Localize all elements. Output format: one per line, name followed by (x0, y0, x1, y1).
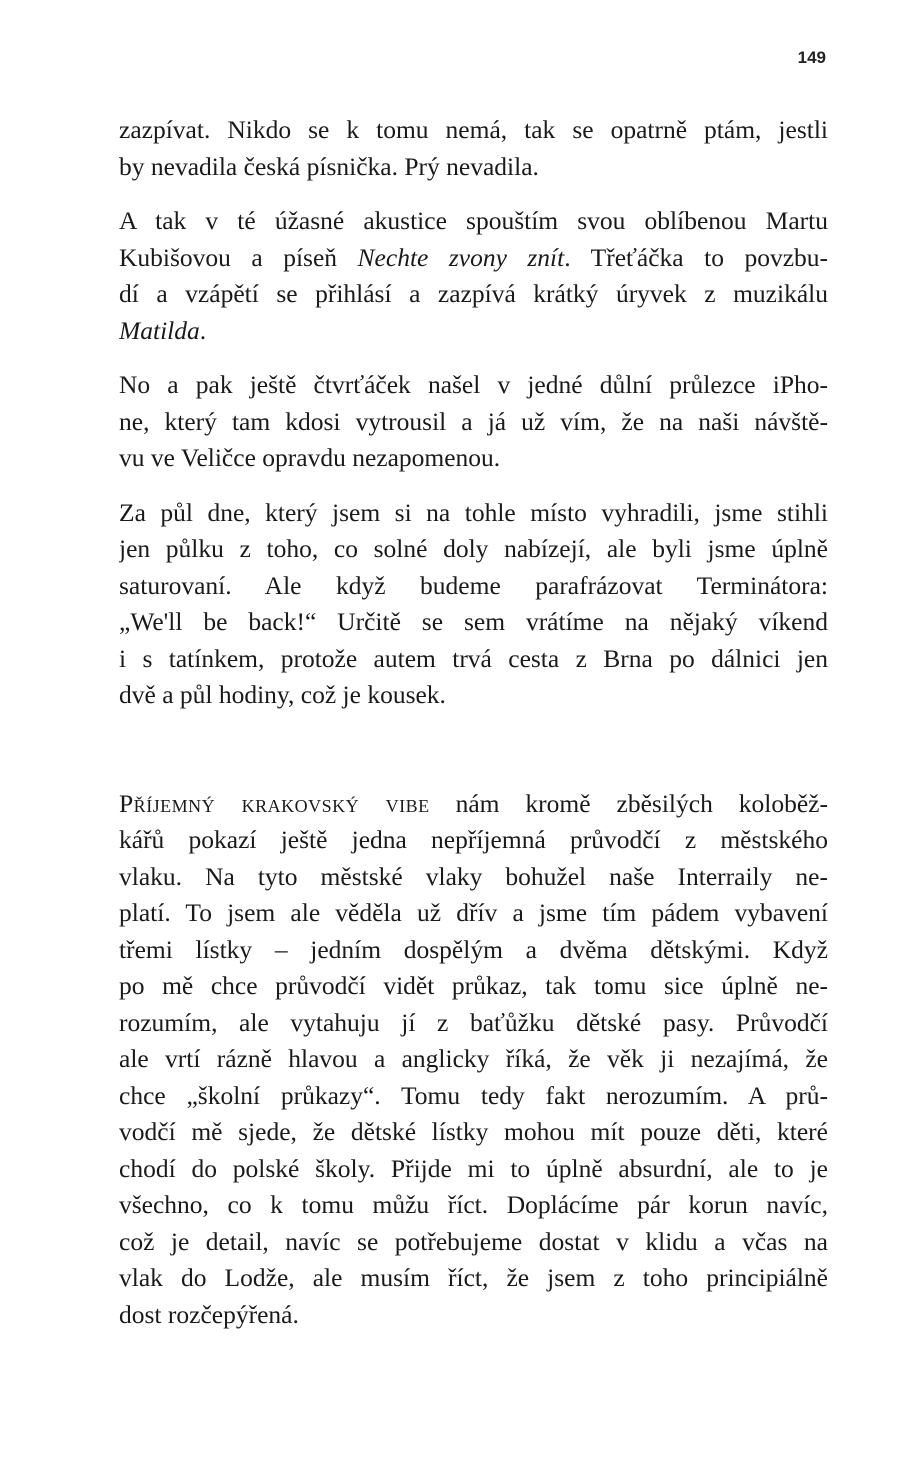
text-line (119, 1224, 828, 1261)
text-segment: rozumím, ale vytahuju jí z baťůžku dětské pasy. Průvodčí (119, 1007, 828, 1037)
text-line (119, 786, 828, 823)
text-line (119, 932, 828, 969)
text-line (119, 1187, 828, 1224)
text-segment: saturovaní. Ale když budeme parafrázovat Terminátora: (119, 570, 828, 600)
text-line (119, 404, 828, 441)
text-segment: kářů pokazí ještě jedna nepříjemná průvodčí z městského (119, 825, 828, 854)
paragraph (119, 786, 828, 1334)
text-line (119, 1041, 828, 1078)
text-segment: platí. To jsem ale věděla už dřív a jsme tím pádem vybavení (119, 898, 828, 927)
text-segment: A tak v té úžasné akustice spouštím svou oblíbenou Martu (119, 206, 828, 235)
text-line (119, 1078, 828, 1115)
text-line (119, 568, 828, 605)
text-line (119, 859, 828, 896)
text-segment: jen půlku z toho, co solné doly nabízejí, ale byli jsme úplně (119, 534, 828, 563)
text-segment: vu ve Veličce opravdu nezapomenou. (119, 443, 501, 472)
text-line (119, 968, 828, 1005)
text-segment: po mě chce průvodčí vidět průkaz, tak tomu sice úplně ne- (119, 971, 828, 1000)
text-line (119, 604, 828, 641)
text-segment: by nevadila česká písnička. Prý nevadila. (119, 151, 539, 181)
text-segment: . Třeťáčka to povzbu- (564, 242, 828, 272)
text-segment: . (199, 315, 207, 345)
paragraph (119, 367, 828, 477)
text-segment: No a pak ještě čtvrťáček našel v jedné důlní průlezce iPho- (119, 370, 828, 399)
text-line (119, 1005, 828, 1042)
paragraph (119, 495, 828, 714)
text-line (119, 203, 828, 240)
text-line (119, 641, 828, 678)
text-segment: i s tatínkem, protože autem trvá cesta z Brna po dálnici jen (119, 643, 828, 673)
text-segment: zazpívat. Nikdo se k tomu nemá, tak se opatrně ptám, jestli (119, 115, 828, 144)
text-segment: ale vrtí rázně hlavou a anglicky říká, že věk ji nezajímá, že (119, 1044, 828, 1073)
text-segment: chce „školní průkazy“. Tomu tedy fakt nerozumím. A prů- (119, 1080, 828, 1110)
text-line (119, 313, 828, 350)
text-segment: Kubišovou a píseň (119, 242, 358, 272)
text-segment: „We'll be back!“ Určitě se sem vrátíme na nějaký víkend (119, 607, 828, 636)
text-segment: což je detail, navíc se potřebujeme dostat v klidu a včas na (119, 1226, 828, 1256)
text-segment: třemi lístky – jedním dospělým a dvěma dětskými. Když (119, 934, 828, 964)
text-line (119, 276, 828, 313)
text-segment: chodí do polské školy. Přijde mi to úplně absurdní, ale to je (119, 1153, 828, 1183)
text-line (119, 495, 828, 532)
text-line (119, 822, 828, 859)
text-line (119, 1297, 828, 1334)
text-line (119, 367, 828, 404)
paragraph (119, 112, 828, 185)
text-segment: dost rozčepýřená. (119, 1299, 299, 1329)
text-line (119, 240, 828, 277)
text-line (119, 677, 828, 714)
small-caps-lead: Příjemný krakovský vibe (119, 788, 430, 818)
italic-title: Matilda (119, 315, 200, 345)
text-segment: vlak do Lodže, ale musím říct, že jsem z toho principiálně (119, 1263, 828, 1292)
text-segment: dvě a půl hodiny, což je kousek. (119, 680, 446, 709)
italic-title: Nechte zvony znít (357, 242, 565, 272)
text-line (119, 531, 828, 568)
text-segment: vodčí mě sjede, že dětské lístky mohou mít pouze děti, které (119, 1117, 828, 1146)
text-segment: nám kromě zběsilých koloběž- (429, 788, 828, 818)
page-text (119, 112, 828, 1351)
text-line (119, 1151, 828, 1188)
text-segment: dí a vzápětí se přihlásí a zazpívá krátký úryvek z muzikálu (119, 279, 828, 308)
text-line (119, 112, 828, 149)
text-segment: všechno, co k tomu můžu říct. Doplácíme pár korun navíc, (119, 1190, 828, 1219)
text-segment: Za půl dne, který jsem si na tohle místo vyhradili, jsme stihli (119, 497, 828, 527)
text-line (119, 440, 828, 477)
text-segment: vlaku. Na tyto městské vlaky bohužel naše Interraily ne- (119, 861, 828, 891)
text-line (119, 149, 828, 186)
paragraph (119, 203, 828, 349)
text-segment: ne, který tam kdosi vytrousil a já už vím, že na naši návště- (119, 406, 828, 436)
text-line (119, 1260, 828, 1297)
page-number: 149 (797, 48, 826, 67)
text-line (119, 1114, 828, 1151)
text-line (119, 895, 828, 932)
